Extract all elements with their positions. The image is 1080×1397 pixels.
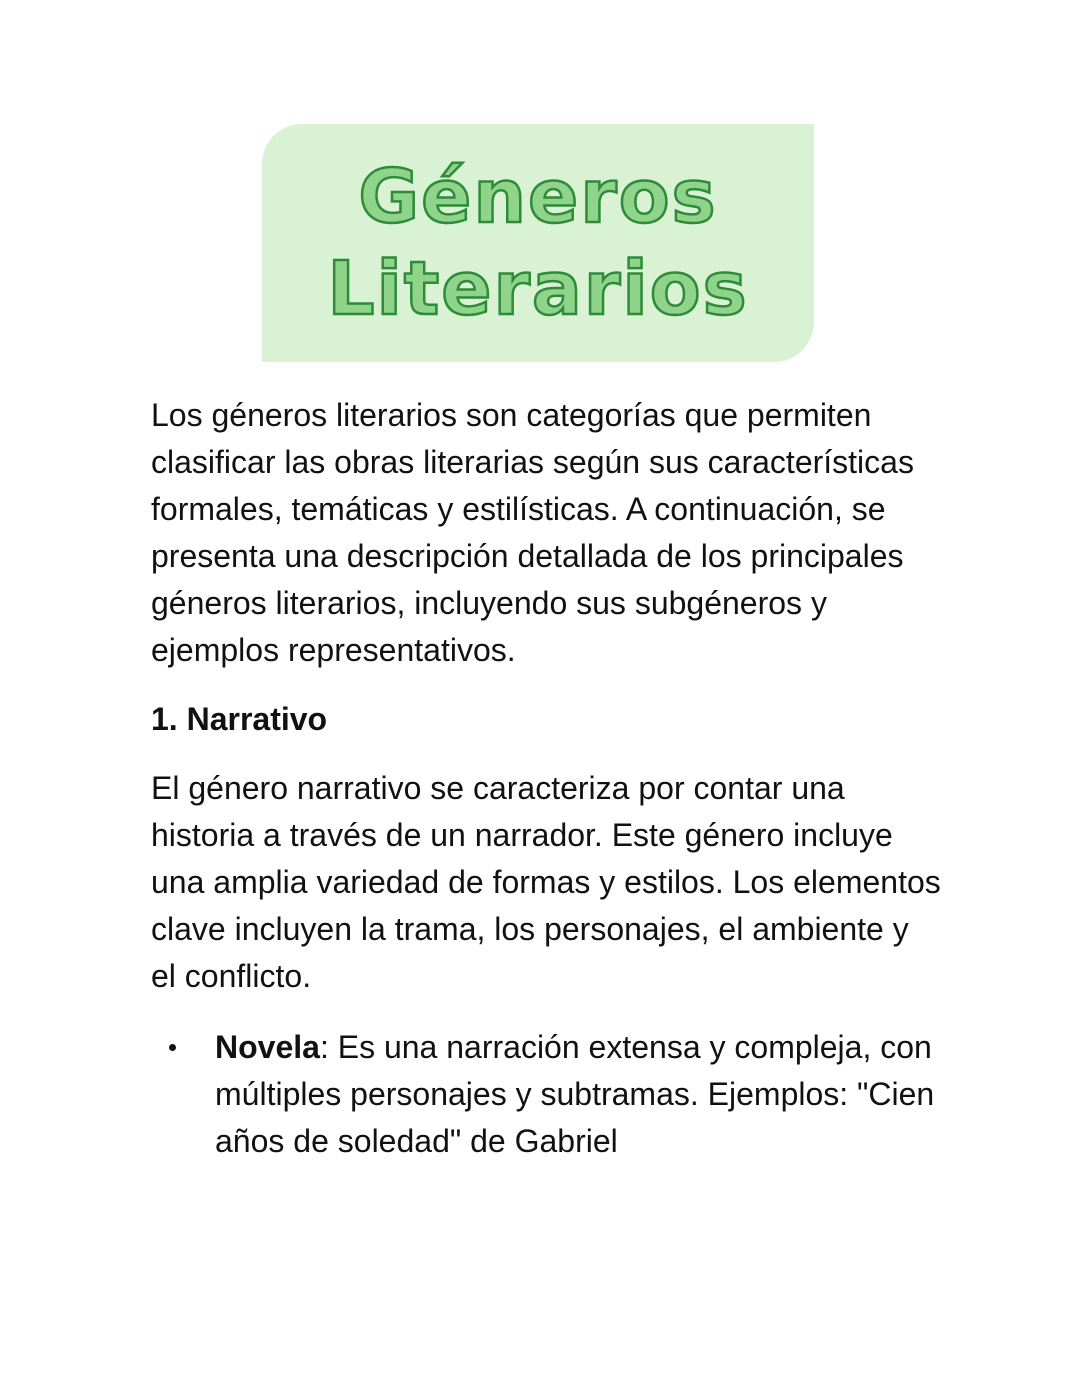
subgenre-list xyxy=(151,1024,941,1165)
section-paragraph: El género narrativo se caracteriza por contar una historia a través de un narrador. Este género incluye una amplia variedad de formas y estilos. Los elementos clave incluyen la trama, los personajes, el ambiente y el conflicto. xyxy=(151,770,941,994)
list-item-description: Es una narración extensa y compleja, con múltiples personajes y subtramas. Ejemplos: "Cien años de soledad" de Gabriel xyxy=(215,1029,935,1159)
title-line-1: Géneros xyxy=(358,154,718,240)
list-item xyxy=(151,1024,941,1165)
title-line-2: Literarios xyxy=(327,246,749,332)
list-item-term: Novela xyxy=(215,1029,320,1065)
section-narrativo xyxy=(151,696,941,1165)
intro-paragraph: Los géneros literarios son categorías que permiten clasificar las obras literarias según sus características formales, temáticas y estilísticas. A continuación, se presenta una descripción detallada de los principales géneros literarios, incluyendo sus subgéneros y ejemplos representativos. xyxy=(151,397,914,668)
document-body xyxy=(151,392,941,1165)
bullet-icon xyxy=(169,1044,176,1051)
section-heading: 1. Narrativo xyxy=(151,701,328,737)
title-banner xyxy=(262,124,814,362)
list-item-separator: : xyxy=(319,1029,338,1065)
